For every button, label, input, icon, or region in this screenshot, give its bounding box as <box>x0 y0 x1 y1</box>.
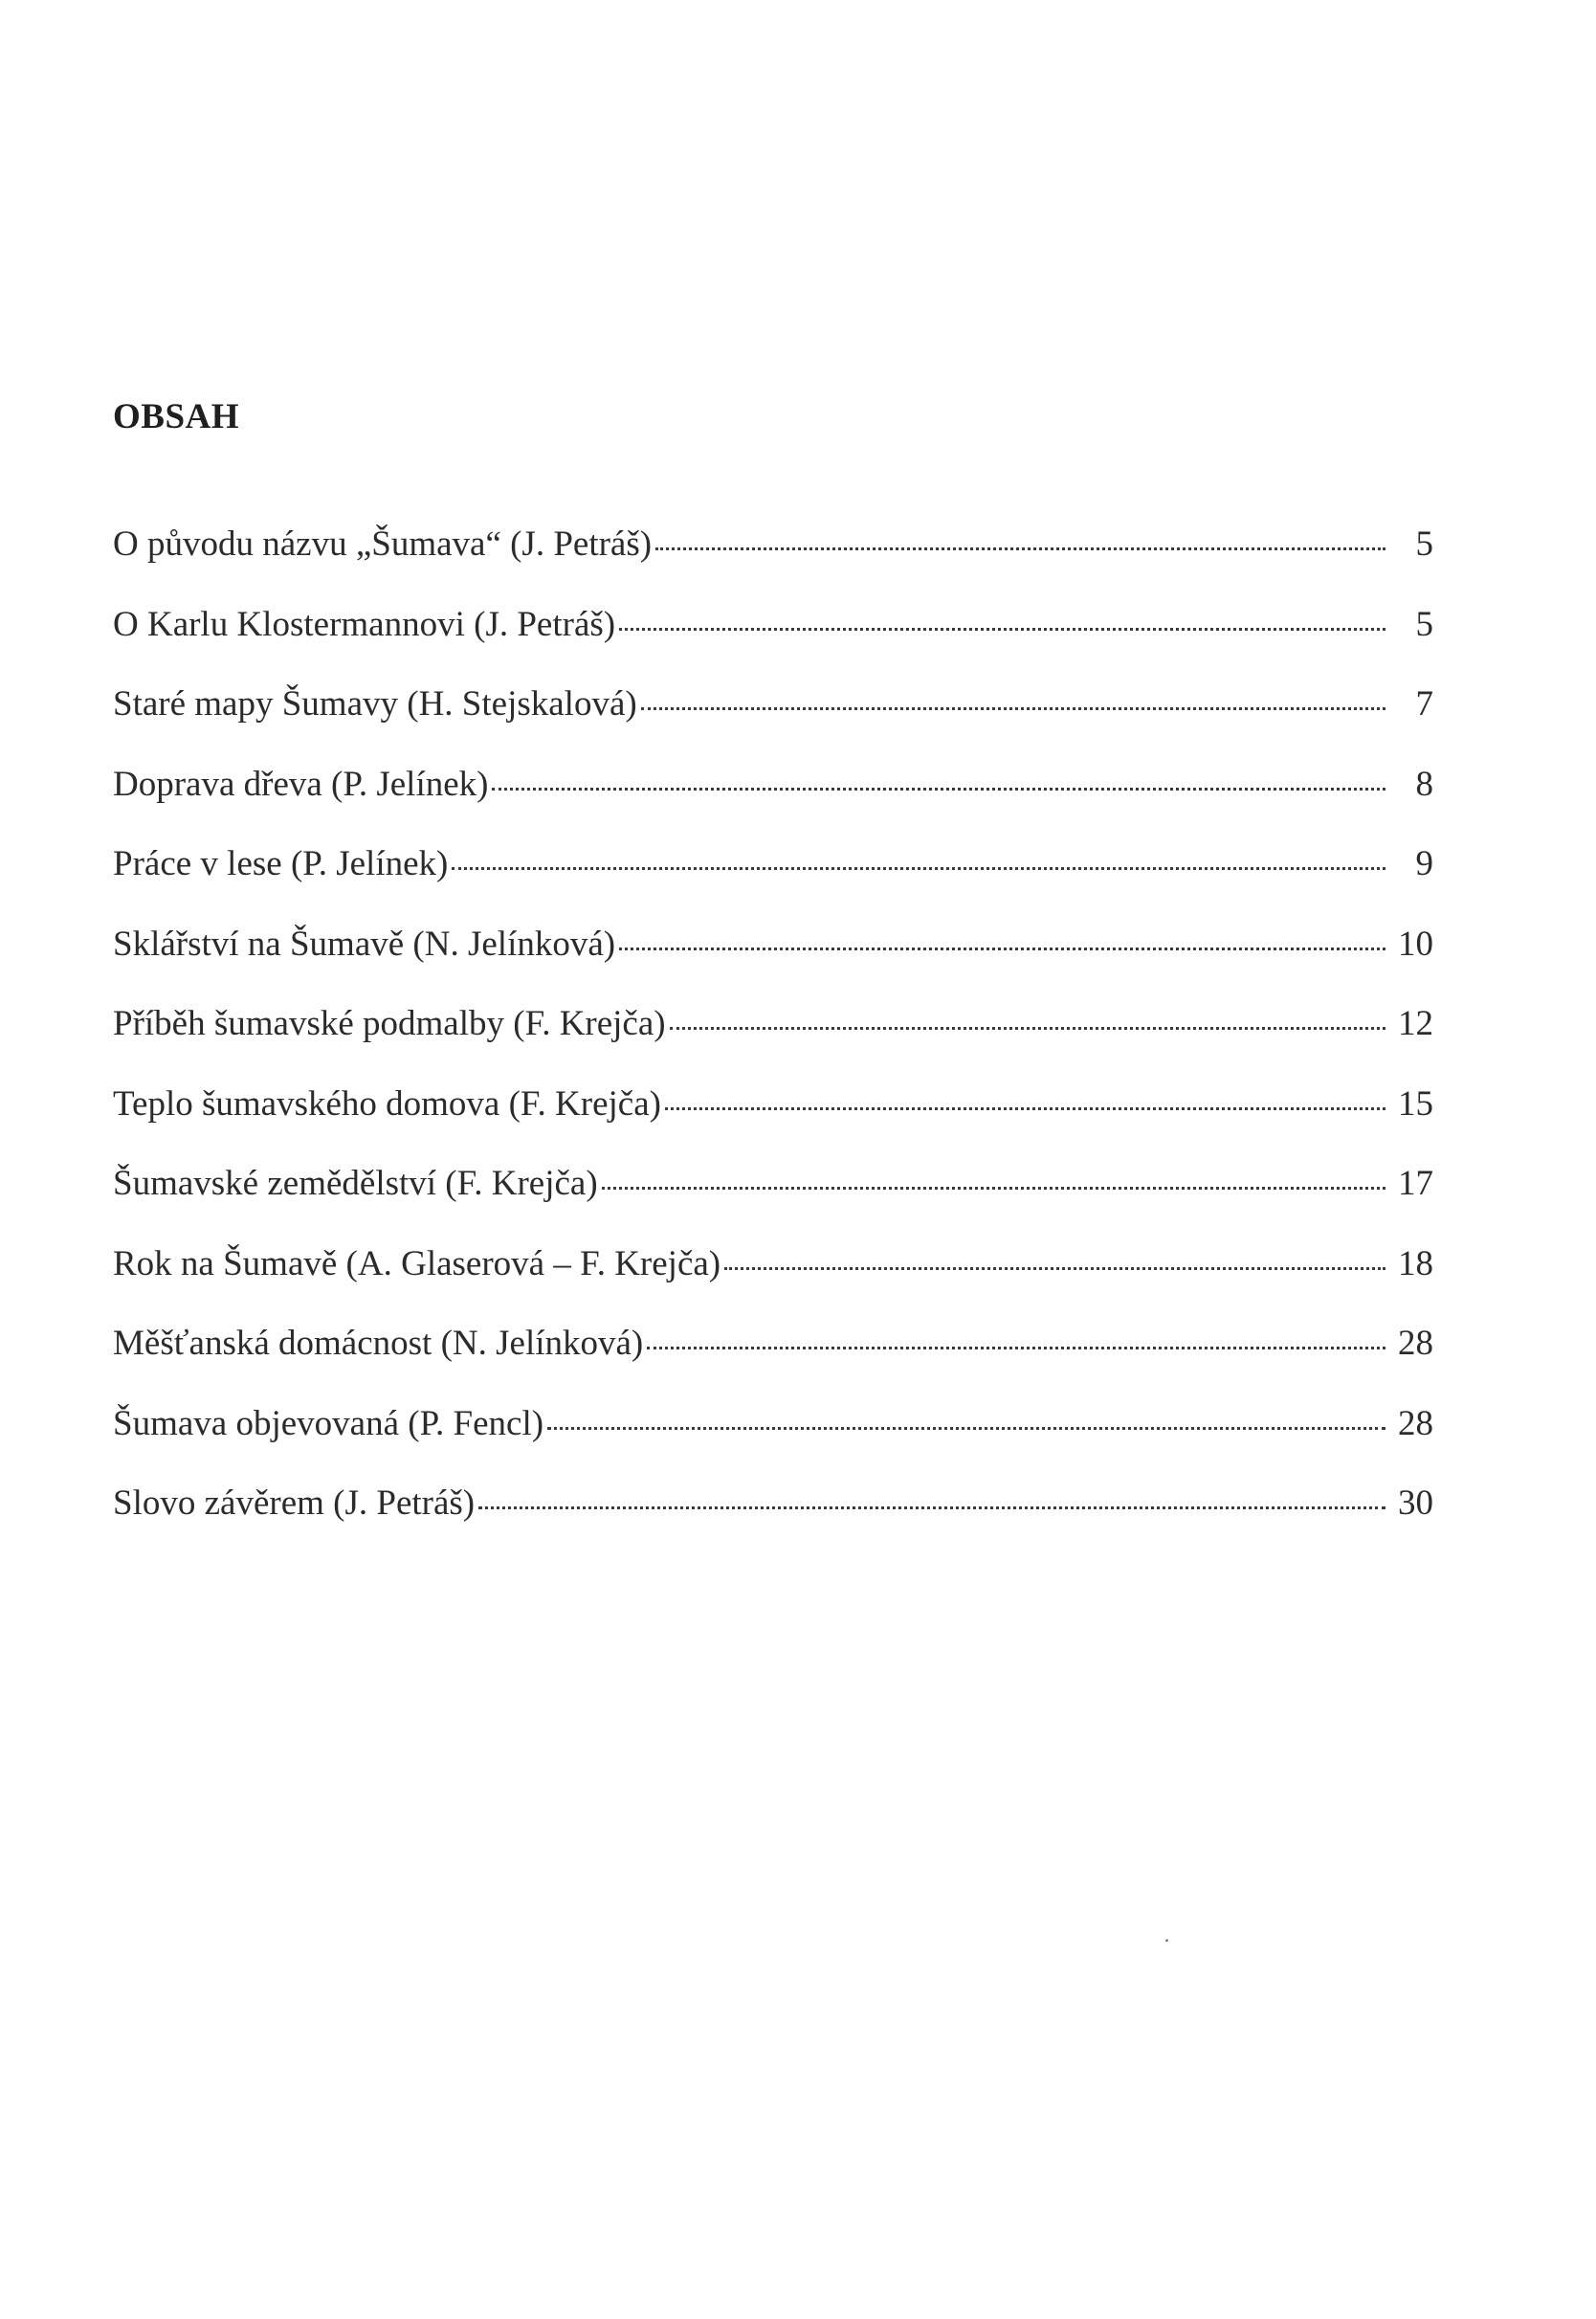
toc-entry <box>113 1243 1433 1327</box>
toc-entry-title: Měšťanská domácnost (N. Jelínková) <box>113 1324 644 1363</box>
toc-entry <box>113 1083 1433 1167</box>
toc-entry <box>113 1006 1433 1086</box>
toc-entry-page: 17 <box>1398 1164 1433 1203</box>
toc-entry-title: O Karlu Klostermannovi (J. Petráš) <box>113 604 616 644</box>
dot-leader <box>602 1187 1385 1190</box>
toc-entry-page: 5 <box>1415 604 1433 644</box>
toc-entry <box>113 1166 1433 1246</box>
toc-entry-title: Příběh šumavské podmalby (F. Krejča) <box>113 1004 666 1043</box>
toc-entry-title: Šumava objevovaná (P. Fencl) <box>113 1403 544 1443</box>
toc-entry <box>113 526 1433 607</box>
dot-leader <box>478 1506 1385 1509</box>
toc-entry-page: 18 <box>1398 1243 1433 1283</box>
toc-entry-title: Slovo závěrem (J. Petráš) <box>113 1483 476 1523</box>
toc-entry-title: Staré mapy Šumavy (H. Stejskalová) <box>113 684 637 724</box>
toc-entry-title: Teplo šumavského domova (F. Krejča) <box>113 1083 661 1124</box>
toc-entry <box>113 846 1433 926</box>
toc-entry <box>113 686 1433 767</box>
dot-leader <box>492 788 1385 791</box>
dot-leader <box>647 1347 1385 1349</box>
toc-entry <box>113 1485 1433 1566</box>
toc-entry-page: 15 <box>1398 1083 1433 1124</box>
toc-entry-title: O původu názvu „Šumava“ (J. Petráš) <box>113 524 653 564</box>
toc-entry-title: Rok na Šumavě (A. Glaserová – F. Krejča) <box>113 1243 721 1283</box>
toc-entry <box>113 1326 1433 1406</box>
toc-entry-title: Práce v lese (P. Jelínek) <box>113 844 449 883</box>
toc-entry-title: Sklářství na Šumavě (N. Jelínková) <box>113 924 616 964</box>
dot-leader <box>670 1027 1385 1030</box>
dot-leader <box>452 867 1385 870</box>
toc-entry <box>113 764 1433 847</box>
dot-leader <box>665 1107 1385 1110</box>
toc-entry <box>113 1403 1433 1486</box>
dot-leader <box>547 1427 1385 1430</box>
dot-leader <box>724 1267 1385 1270</box>
table-of-contents <box>113 526 1433 1566</box>
toc-entry-title: Šumavské zemědělství (F. Krejča) <box>113 1164 598 1203</box>
toc-entry-page: 10 <box>1398 924 1433 964</box>
toc-entry-page: 30 <box>1398 1483 1433 1523</box>
toc-entry-page: 28 <box>1398 1324 1433 1363</box>
toc-entry-page: 7 <box>1415 684 1433 724</box>
dot-leader <box>641 707 1385 710</box>
toc-entry-page: 8 <box>1415 764 1433 804</box>
toc-entry <box>113 604 1433 687</box>
page-title: OBSAH <box>113 397 240 436</box>
toc-entry-page: 28 <box>1398 1403 1433 1443</box>
toc-entry-title: Doprava dřeva (P. Jelínek) <box>113 764 489 804</box>
scan-speck <box>1165 1939 1168 1942</box>
toc-entry <box>113 926 1433 1007</box>
toc-entry-page: 12 <box>1398 1004 1433 1043</box>
dot-leader <box>655 547 1385 550</box>
dot-leader <box>619 948 1385 950</box>
toc-entry-page: 5 <box>1415 524 1433 564</box>
dot-leader <box>619 628 1385 631</box>
toc-entry-page: 9 <box>1415 844 1433 883</box>
